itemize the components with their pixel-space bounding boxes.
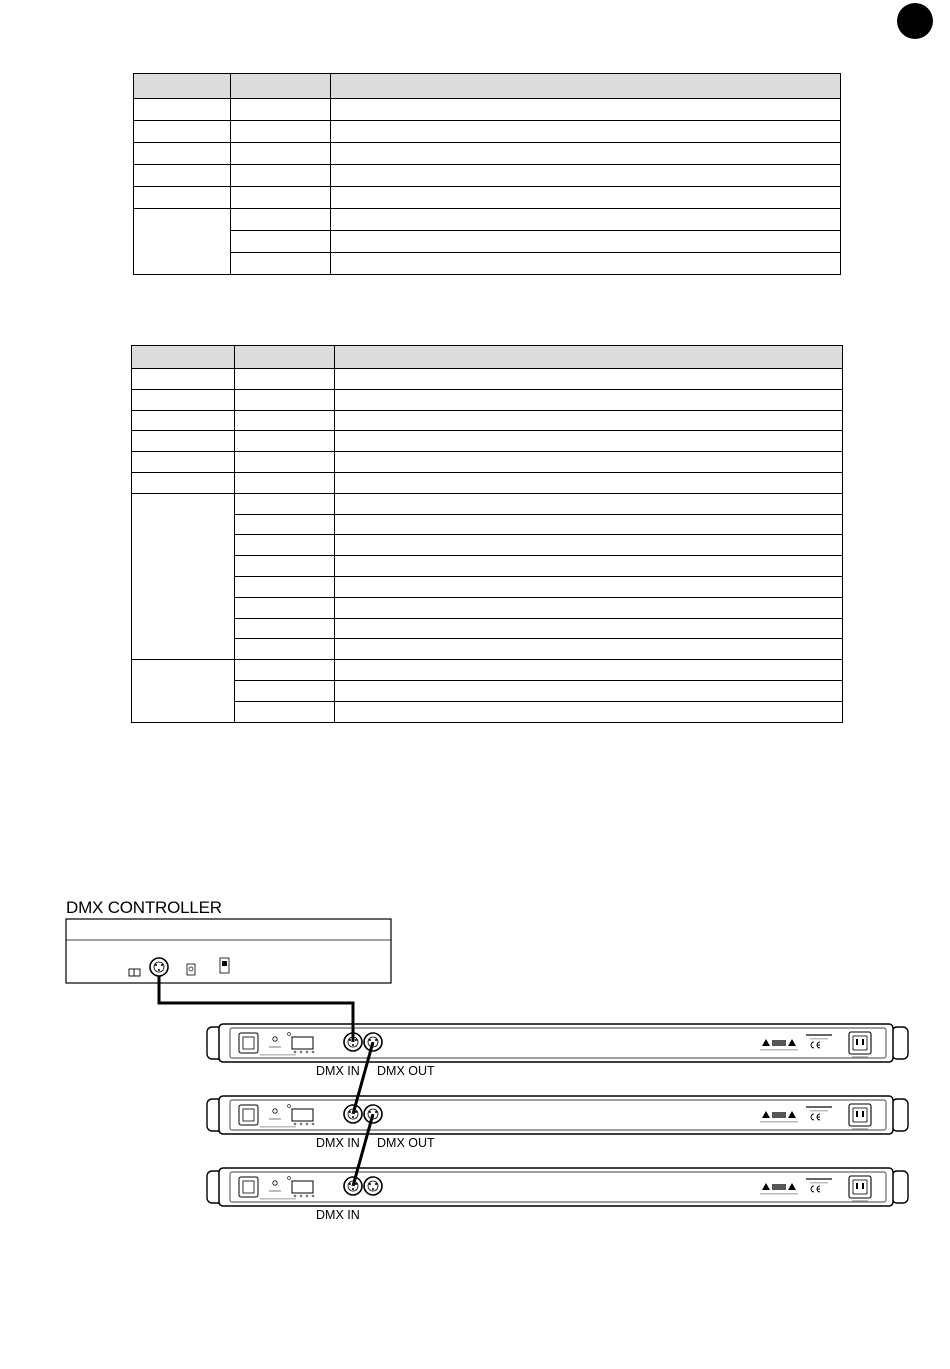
dmx-in-label: DMX IN: [316, 1208, 360, 1222]
fixture-3: [207, 1168, 908, 1206]
dmx-out-label: DMX OUT: [377, 1136, 435, 1150]
dmx-controller-title: DMX CONTROLLER: [66, 898, 222, 917]
dmx-in-label: DMX IN: [316, 1064, 360, 1078]
fixture-1: [207, 1024, 908, 1062]
dmx-out-label: DMX OUT: [377, 1064, 435, 1078]
dmx-controller: [66, 919, 391, 983]
dmx-in-label: DMX IN: [316, 1136, 360, 1150]
fixture-2: [207, 1096, 908, 1134]
controller-dmx-out-connector: [150, 958, 168, 976]
